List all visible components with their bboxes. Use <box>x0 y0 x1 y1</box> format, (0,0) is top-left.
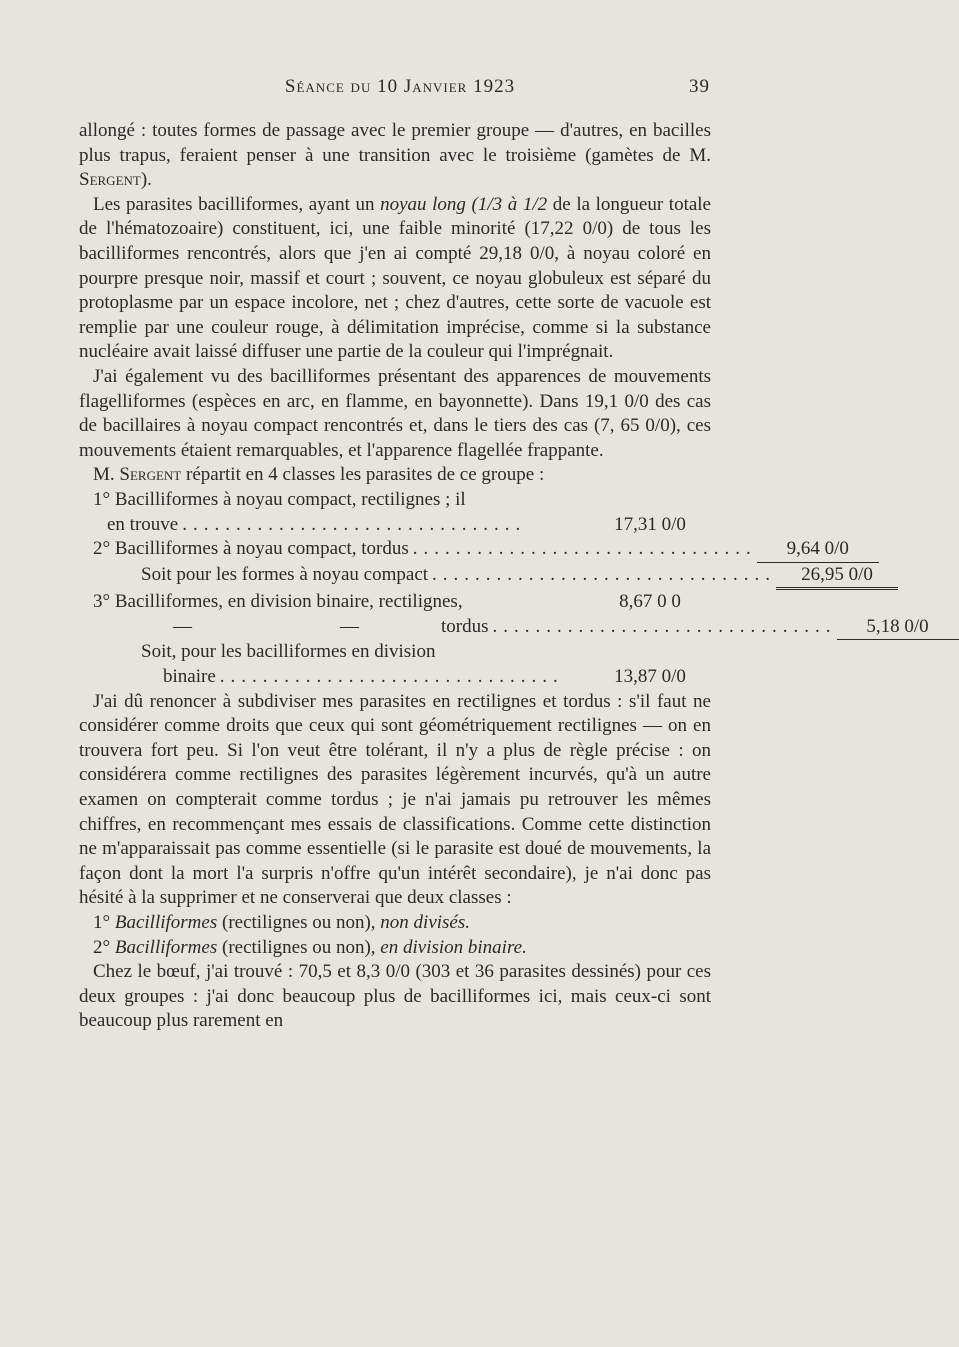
table-row-2 <box>79 537 849 563</box>
leader-dots: ................................ <box>412 538 757 560</box>
table-row-1-label: en trouve <box>107 513 179 535</box>
author-name: Sergent <box>79 169 141 191</box>
class-2-term: Bacilliformes <box>114 936 218 958</box>
class-1-number: 1° <box>93 912 115 933</box>
leader-dots: ................................ <box>219 666 564 688</box>
class-1-term: Bacilliformes <box>114 912 218 933</box>
paragraph-3: J'ai également vu des bacilliformes présentant des apparences de mouvements flagelliformes (espèces en arc, en flamme, en bayonnette). Dans 19,1 0/0 des cas de bacillaires à noyau compact rencontrés et, dans le tiers des cas (7, 65 0/0), ces mouvements étaient remarquables, et l'apparence flagellée frappante. <box>79 365 711 461</box>
paragraph-1-end: ). <box>140 169 152 191</box>
paragraph-4-rest: répartit en 4 classes les parasites de ce groupe : <box>181 464 545 486</box>
header-prefix: Séance du <box>284 76 372 97</box>
header-title <box>0 76 800 98</box>
table-row-3 <box>79 590 711 615</box>
paragraph-2-start: Les parasites bacilliformes, ayant un <box>93 193 381 215</box>
table-sum-2-label: binaire <box>163 666 216 688</box>
class-1-item <box>79 911 711 936</box>
table-row-4 <box>79 615 929 641</box>
table-row-1-line-1: 1° Bacilliformes à noyau compact, rectilignes ; il <box>93 488 466 510</box>
table-row-4-ditto-2: — <box>340 615 359 637</box>
class-2-qualifier: en division binaire. <box>380 936 527 958</box>
table-row-1 <box>79 513 711 538</box>
paragraph-1-text: allongé : toutes formes de passage avec le premier groupe — d'autres, en bacilles plus trapus, feraient penser à une transition avec le troisième (gamètes de M. <box>79 120 711 166</box>
table-sum-1 <box>79 563 873 591</box>
header-date: 10 Janvier 1923 <box>377 76 516 97</box>
author-name-2: Sergent <box>119 464 182 486</box>
table-row-4-ditto-1: — <box>173 615 192 637</box>
table-row-4-label: tordus <box>441 615 489 637</box>
class-2-mid: (rectilignes ou non), <box>217 936 381 958</box>
table-row-2-value: 9,64 0/0 <box>757 537 879 563</box>
paragraph-6: Chez le bœuf, j'ai trouvé : 70,5 et 8,3 0/0 (303 et 36 parasites dessinés) pour ces deux groupes : j'ai donc beaucoup plus de bacilliformes ici, mais ceux-ci sont beaucoup plus rarement en <box>79 961 711 1032</box>
paragraph-4-start: M. <box>93 464 120 486</box>
paragraph-2-rest: de la longueur totale de l'hématozoaire) constituent, ici, une faible minorité (17,22 0/0) de tous les bacilliformes rencontrés, alors que j'en ai compté 29,18 0/0, à noyau coloré en pourpre presque noir, massif et court ; souvent, ce noyau globuleux est séparé du protoplasme par un espace incolore, net ; chez d'autres, cette sorte de vacuole est remplie par une couleur rouge, à délimitation imprécise, comme si la substance nucléaire avait laissé diffuser une partie de la couleur qui l'imprégnait. <box>79 193 711 363</box>
table-sum-1-label: Soit pour les formes à noyau compact <box>141 563 429 585</box>
table-row-4-value: 5,18 0/0 <box>837 615 959 641</box>
paragraph-2-italic: noyau long (1/3 à 1/2 <box>380 193 548 215</box>
table-row-3-value: 8,67 0 0 <box>619 591 681 613</box>
body-text <box>79 119 929 1034</box>
table-sum-1-value: 26,95 0/0 <box>776 563 898 591</box>
class-2-item <box>79 936 711 961</box>
leader-dots: ................................ <box>182 513 527 535</box>
table-row-1-value: 17,31 0/0 <box>614 513 686 535</box>
table-sum-2-value: 13,87 0/0 <box>614 666 686 688</box>
page-number: 39 <box>689 76 710 97</box>
paragraph-5: J'ai dû renoncer à subdiviser mes parasites en rectilignes et tordus : s'il faut ne considérer comme droits que ceux qui sont géométriquement rectilignes — on en trouvera fort peu. Si l'on veut être tolérant, il n'y a plus de règle précise : on considérera comme rectilignes des parasites légèrement incurvés, qu'à un autre examen on compterait comme tordus ; je n'ai jamais pu retrouver les mêmes chiffres, en recommençant mes essais de classifications. Comme cette distinction ne m'apparaissait pas comme essentielle (si le parasite est doué de mouvements, la façon dont la mort l'a surpris n'offre qu'un intérêt secondaire), je n'ai donc pas hésité à la supprimer et ne conserverai que deux classes : <box>79 690 711 909</box>
classification-table <box>79 488 929 690</box>
table-row-3-label: 3° Bacilliformes, en division binaire, rectilignes, <box>93 591 463 613</box>
class-1-mid: (rectilignes ou non), <box>217 912 381 933</box>
table-sum-2-line-1: Soit, pour les bacilliformes en division <box>141 641 436 663</box>
paragraph-1 <box>79 119 711 193</box>
running-header <box>0 76 800 102</box>
leader-dots: ................................ <box>492 615 837 637</box>
table-row-2-label: 2° Bacilliformes à noyau compact, tordus <box>93 538 409 560</box>
paragraph-4 <box>79 463 711 488</box>
paragraph-2 <box>79 193 711 365</box>
class-2-number: 2° <box>93 936 115 958</box>
table-sum-2 <box>79 665 711 690</box>
class-1-qualifier: non divisés. <box>380 912 471 933</box>
leader-dots: ................................ <box>432 563 777 585</box>
